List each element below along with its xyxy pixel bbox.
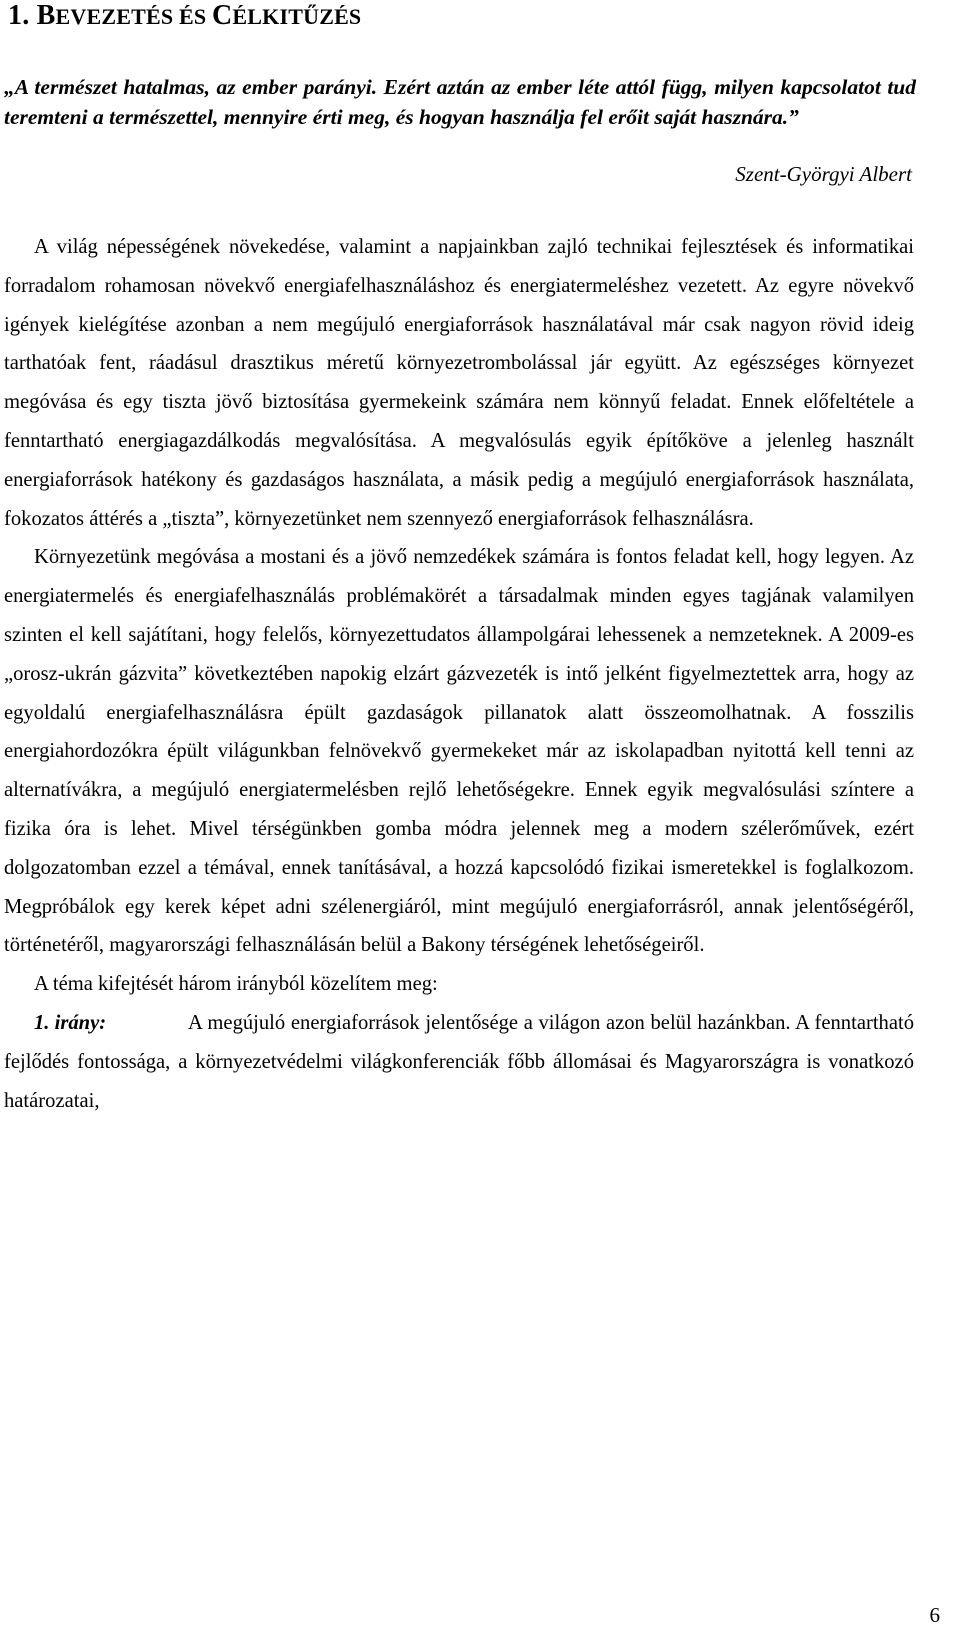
chapter-number: 1. — [8, 0, 30, 31]
paragraph: Környezetünk megóvása a mostani és a jövő nemzedékek számára is fontos feladat kell, hogy legyen. Az energiatermelés és energiafelhasználás problémakörét a társadalmak minden egyes tagjának valamilyen szinten el kell sajátítani, hogy felelős, környezettudatos állampolgárai lehessenek a nemzeteknek. A 2009-es „orosz-ukrán gázvita” következtében napokig elzárt gázvezeték is intő jelként figyelmeztettek arra, hogy az egyoldalú energiafelhasználásra épült gazdaságok pillanatok alatt összeomolhatnak. A fosszilis energiahordozókra épült világunkban felnövekvő gyermekeket már az iskolapadban nyitottá kell tenni az alternatívákra, a megújuló energiatermelésben rejlő lehetőségekre. Ennek egyik megvalósulási színtere a fizika óra is lehet. Mivel térségünkben gomba módra jelennek meg a modern szélerőművek, ezért dolgozatomban ezzel a témával, ennek tanításával, a hozzá kapcsolódó fizikai ismeretekkel is foglalkozom. Megpróbálok egy kerek képet adni szélenergiáról, mint megújuló energiaforrásról, annak jelentőségéről, történetéről, magyarországi felhasználásán belül a Bakony térségének lehetőségeiről. — [4, 546, 914, 957]
direction-1-paragraph — [4, 1004, 914, 1120]
heading-initial-1: B — [36, 0, 56, 31]
body-text — [4, 228, 914, 1120]
heading-initial-2: C — [211, 0, 233, 31]
paragraph: A világ népességének növekedése, valamint a napjainkban zajló technikai fejlesztések és informatikai forradalom rohamosan növekvő energiafelhasználáshoz és energiatermeléshez vezetett. Az egyre növekvő igények kielégítése azonban a nem megújuló energiaforrások használatával már csak nagyon rövid ideig tarthatóak fent, ráadásul drasztikus méretű környezetrombolással jár együtt. Az egészséges környezet megóvása és egy tiszta jövő biztosítása gyermekeink számára nem könnyű feladat. Ennek előfeltétele a fenntartható energiagazdálkodás megvalósítása. A megvalósulás egyik építőköve a jelenleg használt energiaforrások hatékony és gazdaságos használata, a másik pedig a megújuló energiaforrások használata, fokozatos áttérés a „tiszta”, környezetünket nem szennyező energiaforrások felhasználásra. — [4, 236, 914, 530]
chapter-heading — [8, 0, 361, 32]
epigraph-author: Szent-Györgyi Albert — [735, 162, 912, 186]
page-number: 6 — [929, 1603, 940, 1627]
direction-1-text: A megújuló energiaforrások jelentősége a világon azon belül hazánkban. A fenntartható fejlődés fontossága, a környezetvédelmi világkonferenciák főbb állomásai és Magyarországra is vonatkozó határozatai, — [4, 1011, 914, 1112]
direction-1-label: 1. irány: — [34, 1011, 107, 1034]
heading-rest-1: EVEZETÉS ÉS — [55, 4, 212, 29]
heading-rest-2: ÉLKITŰZÉS — [232, 4, 362, 29]
epigraph-quote: „A természet hatalmas, az ember parányi. Ezért aztán az ember léte attól függ, milyen kapcsolatot tud teremteni a természettel, mennyire érti meg, és hogyan használja fel erőit saját hasznára.” — [4, 75, 916, 129]
paragraph: A téma kifejtését három irányból közelítem meg: — [34, 973, 438, 996]
